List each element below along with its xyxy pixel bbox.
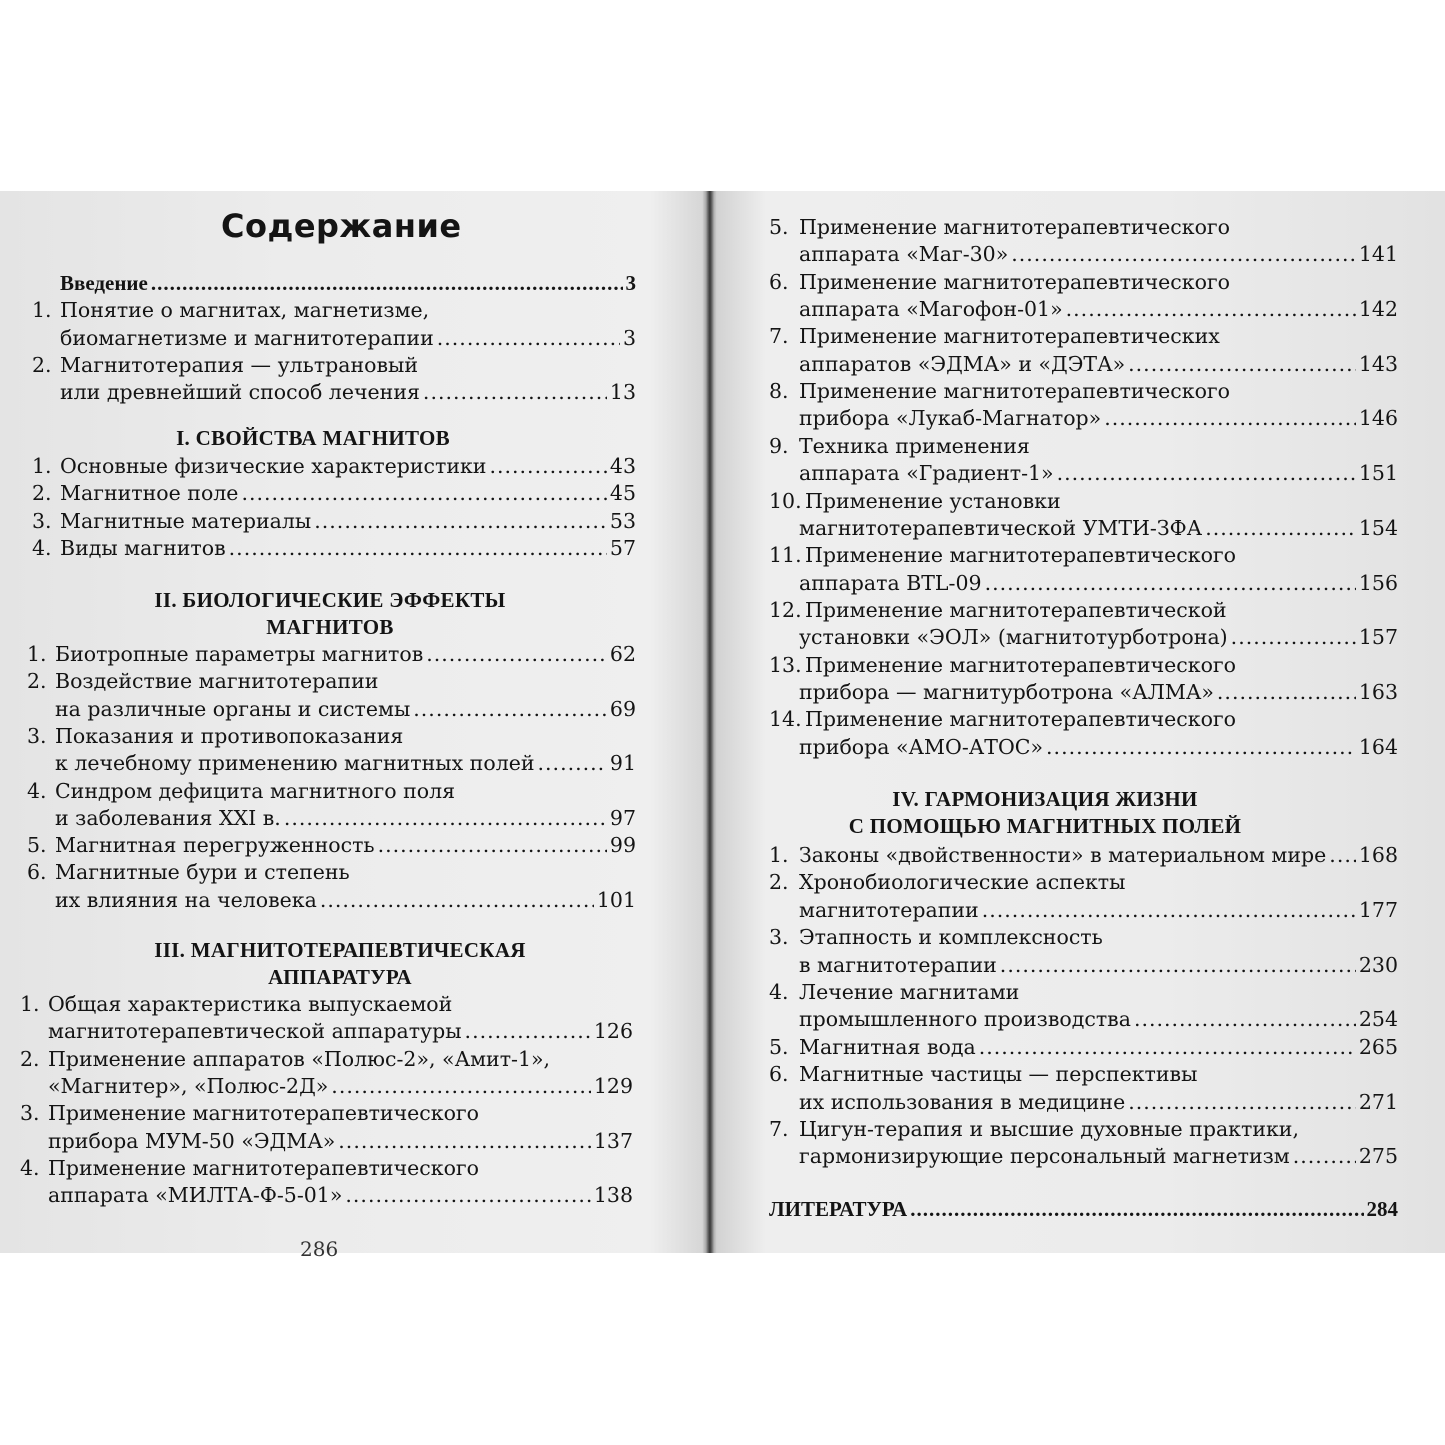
toc-entry-title: Магнитная вода	[799, 1034, 976, 1059]
dot-leader	[465, 1018, 591, 1045]
toc-entry	[769, 1196, 1398, 1223]
toc-entry-page: 137	[593, 1128, 633, 1153]
toc-entry-title: Применение магнитотерапевтической	[805, 597, 1227, 622]
toc-entry-number: 4.	[32, 535, 52, 560]
toc-entry-number: 2.	[32, 352, 52, 377]
toc-entry-title: Понятие о магнитах, магнетизме,	[60, 298, 430, 323]
toc-entry-page: 265	[1358, 1034, 1398, 1059]
toc-entry-number: 3.	[27, 723, 47, 748]
toc-entry-title: Магнитные бури и степень	[55, 860, 350, 885]
toc-entry-number: 6.	[769, 269, 789, 294]
dot-leader	[314, 508, 607, 535]
toc-entry	[27, 887, 636, 914]
toc-entry	[769, 214, 1230, 241]
toc-entry-title: Этапность и комплексность	[799, 925, 1103, 950]
toc-entry-title: Синдром дефицита магнитного поля	[55, 778, 456, 803]
toc-entry	[20, 1155, 479, 1182]
toc-entry	[769, 952, 1398, 979]
section-heading: III. МАГНИТОТЕРАПЕВТИЧЕСКАЯ	[154, 938, 526, 962]
dot-leader	[1128, 1089, 1356, 1116]
toc-entry	[769, 488, 1061, 515]
right-page	[714, 191, 1445, 1253]
toc-entry-title: Лечение магнитами	[799, 980, 1020, 1004]
dot-leader	[284, 805, 607, 832]
toc-entry-title: Применение установки	[805, 488, 1061, 513]
toc-entry-title: магнитотерапевтической аппаратуры	[48, 1019, 462, 1044]
toc-entry	[769, 296, 1398, 323]
toc-entry	[27, 859, 350, 886]
toc-entry-title: Применение магнитотерапевтического	[799, 215, 1230, 239]
toc-entry	[20, 1073, 633, 1100]
toc-entry	[769, 1061, 1197, 1088]
dot-leader	[1217, 679, 1356, 706]
toc-entry	[769, 679, 1398, 706]
toc-entry-title: аппаратов «ЭДМА» и «ДЭТА»	[799, 351, 1126, 376]
toc-entry	[32, 508, 636, 535]
toc-entry-title: аппарата «Маг-30»	[799, 242, 1009, 267]
toc-entry-number: 13.	[769, 652, 802, 677]
toc-entry-number: 7.	[769, 1117, 789, 1141]
dot-leader	[1066, 296, 1356, 323]
toc-entry-number: 3.	[20, 1101, 40, 1126]
toc-entry	[32, 379, 636, 406]
toc-entry-number: 10.	[769, 488, 802, 513]
toc-entry-title: Применение магнитотерапевтического	[799, 269, 1230, 294]
dot-leader	[979, 1034, 1356, 1061]
toc-entry	[769, 706, 1236, 733]
toc-entry-title: Хронобиологические аспекты	[799, 870, 1126, 895]
toc-entry-title: промышленного производства	[799, 1007, 1131, 1032]
toc-entry	[32, 325, 636, 352]
toc-entry-title: прибора — магнитурботрона «АЛМА»	[799, 679, 1214, 704]
toc-entry-number: 2.	[32, 481, 52, 506]
toc-entry-page: 101	[596, 887, 636, 912]
toc-entry-title: ЛИТЕРАТУРА	[769, 1197, 908, 1221]
toc-entry-page: 99	[609, 833, 636, 858]
dot-leader	[241, 480, 606, 507]
toc-entry-page: 43	[609, 454, 636, 478]
toc-entry-page: 168	[1358, 843, 1398, 867]
section-heading: АППАРАТУРА	[268, 965, 412, 989]
toc-entry	[769, 1006, 1398, 1033]
section-heading: II. БИОЛОГИЧЕСКИЕ ЭФФЕКТЫ	[154, 588, 506, 612]
toc-entry-page: 141	[1358, 242, 1398, 267]
dot-leader	[985, 570, 1356, 597]
toc-entry-page: 53	[609, 508, 636, 533]
toc-entry-number: 6.	[769, 1062, 789, 1087]
toc-entry-title: Применение магнитотерапевтического	[805, 543, 1236, 568]
dot-leader	[320, 887, 594, 914]
toc-entry-title: Виды магнитов	[60, 535, 226, 560]
toc-entry-page: 154	[1358, 515, 1398, 540]
toc-entry	[769, 1034, 1398, 1061]
toc-entry-title: установки «ЭОЛ» (магнитотурботрона)	[799, 625, 1228, 650]
toc-entry	[769, 570, 1398, 597]
dot-leader	[1128, 351, 1356, 378]
toc-entry-title: гармонизирующие персональный магнетизм	[799, 1144, 1290, 1169]
toc-entry-page: 271	[1358, 1089, 1398, 1114]
dot-leader	[1293, 1143, 1356, 1170]
toc-entry-page: 13	[609, 380, 636, 405]
toc-entry	[20, 1182, 633, 1209]
toc-entry-number: 2.	[769, 870, 789, 895]
toc-entry-page: 275	[1358, 1144, 1398, 1169]
dot-leader	[338, 1128, 591, 1155]
dot-leader	[910, 1196, 1363, 1223]
toc-entry-title: Общая характеристика выпускаемой	[48, 992, 453, 1016]
toc-entry-page: 284	[1366, 1197, 1398, 1221]
toc-entry-title: Применение магнитотерапевтического	[48, 1155, 479, 1180]
toc-entry	[769, 460, 1398, 487]
toc-entry-number: 3.	[769, 925, 789, 950]
toc-entry	[769, 979, 1019, 1006]
toc-entry	[27, 832, 636, 859]
toc-entry-title: биомагнетизме и магнитотерапии	[60, 325, 434, 350]
toc-entry-number: 3.	[32, 508, 52, 533]
toc-entry-number: 8.	[769, 379, 789, 404]
toc-entry-number: 4.	[769, 980, 789, 1004]
section-heading: МАГНИТОВ	[266, 615, 394, 639]
page-number: 286	[300, 1237, 339, 1261]
dot-leader	[1000, 952, 1356, 979]
dot-leader	[413, 696, 607, 723]
dot-leader	[1231, 624, 1356, 651]
toc-entry-page: 157	[1358, 625, 1398, 650]
toc-entry-page: 151	[1358, 461, 1398, 486]
toc-entry-page: 3	[625, 271, 636, 295]
dot-leader	[489, 453, 606, 480]
toc-entry	[769, 1089, 1398, 1116]
toc-entry	[32, 297, 429, 324]
toc-entry-title: прибора «Лукаб-Магнатор»	[799, 406, 1102, 431]
toc-entry-page: 97	[609, 805, 636, 830]
toc-entry-title: Применение магнитотерапевтических	[799, 324, 1220, 349]
toc-entry-page: 3	[622, 325, 636, 350]
dot-leader	[1057, 460, 1356, 487]
toc-entry-title: Магнитная перегруженность	[55, 833, 375, 858]
dot-leader	[151, 270, 623, 297]
toc-entry-title: Магнитотерапия — ультрановый	[60, 352, 419, 377]
toc-entry-title: Показания и противопоказания	[55, 723, 404, 748]
toc-entry-title: прибора МУМ-50 «ЭДМА»	[48, 1128, 336, 1153]
toc-entry	[20, 1128, 633, 1155]
dot-leader	[423, 379, 607, 406]
toc-entry-page: 230	[1358, 952, 1398, 977]
dot-leader	[1046, 734, 1356, 761]
toc-entry-page: 69	[609, 696, 636, 721]
toc-entry	[32, 480, 636, 507]
toc-entry	[769, 924, 1103, 951]
toc-entry	[769, 869, 1125, 896]
toc-entry-title: Применение аппаратов «Полюс-2», «Амит-1»,	[48, 1046, 551, 1071]
toc-entry-title: Применение магнитотерапевтического	[799, 379, 1230, 404]
toc-entry-number: 1.	[27, 642, 47, 666]
toc-entry-title: Законы «двойственности» в материальном мире	[799, 843, 1327, 867]
toc-entry-number: 4.	[27, 778, 47, 803]
toc-entry	[20, 991, 452, 1018]
toc-entry-number: 1.	[32, 454, 52, 478]
toc-entry-title: в магнитотерапии	[799, 952, 997, 977]
toc-entry-number: 9.	[769, 433, 789, 458]
toc-entry-page: 138	[593, 1183, 633, 1208]
toc-entry-title: Применение магнитотерапевтического	[805, 707, 1236, 732]
toc-entry-number: 5.	[769, 215, 789, 239]
toc-entry-title: магнитотерапевтической УМТИ-ЗФА	[799, 515, 1203, 540]
dot-leader	[437, 325, 620, 352]
toc-entry-title: Магнитное поле	[60, 481, 239, 506]
toc-entry-title: Основные физические характеристики	[60, 454, 487, 478]
dot-leader	[1104, 405, 1356, 432]
toc-entry-title: Применение магнитотерапевтического	[48, 1101, 479, 1126]
dot-leader	[1011, 241, 1356, 268]
dot-leader	[229, 535, 607, 562]
toc-entry-title: на различные органы и системы	[55, 696, 411, 721]
toc-entry-title: Техника применения	[799, 433, 1030, 458]
toc-entry-page: 146	[1358, 406, 1398, 431]
toc-entry-title: Биотропные параметры магнитов	[55, 642, 424, 666]
toc-entry	[769, 269, 1230, 296]
dot-leader	[1329, 842, 1356, 869]
toc-entry-title: Применение магнитотерапевтического	[805, 652, 1236, 677]
toc-entry	[27, 805, 636, 832]
dot-leader	[982, 897, 1356, 924]
toc-entry-page: 177	[1358, 897, 1398, 922]
toc-entry-page: 91	[609, 751, 636, 776]
dot-leader	[1205, 515, 1356, 542]
toc-entry-title: магнитотерапии	[799, 897, 979, 922]
toc-entry-page: 57	[609, 535, 636, 560]
toc-entry-title: Магнитные частицы — перспективы	[799, 1062, 1198, 1087]
toc-entry	[769, 323, 1220, 350]
dot-leader	[1134, 1006, 1356, 1033]
book-spread	[0, 191, 1445, 1261]
toc-entry-number: 1.	[32, 298, 52, 323]
toc-entry-number: 1.	[769, 843, 789, 867]
toc-entry-number: 2.	[20, 1046, 40, 1071]
toc-entry-title: их использования в медицине	[799, 1089, 1126, 1114]
toc-entry-title: «Магнитер», «Полюс-2Д»	[48, 1073, 329, 1098]
toc-entry	[769, 542, 1236, 569]
toc-entry	[20, 1100, 479, 1127]
toc-entry-number: 6.	[27, 860, 47, 885]
dot-leader	[331, 1073, 591, 1100]
left-page	[0, 191, 706, 1261]
toc-entry	[769, 241, 1398, 268]
toc-entry	[769, 1143, 1398, 1170]
section-heading: С ПОМОЩЬЮ МАГНИТНЫХ ПОЛЕЙ	[848, 814, 1242, 838]
toc-entry-title: аппарата «Градиент-1»	[799, 461, 1054, 486]
page-title: Содержание	[221, 207, 462, 245]
toc-entry-number: 4.	[20, 1155, 40, 1180]
toc-entry-page: 62	[609, 642, 636, 666]
toc-entry-number: 2.	[27, 669, 47, 694]
toc-entry	[769, 897, 1398, 924]
toc-entry-number: 14.	[769, 707, 802, 732]
toc-entry-title: аппарата BTL-09	[799, 570, 982, 595]
toc-entry	[769, 597, 1227, 624]
toc-entry	[32, 270, 636, 297]
toc-entry-title: Воздействие магнитотерапии	[55, 669, 379, 694]
dot-leader	[345, 1182, 590, 1209]
toc-entry-page: 126	[593, 1019, 633, 1044]
toc-entry-title: аппарата «МИЛТА-Ф-5-01»	[48, 1183, 343, 1208]
toc-entry	[769, 351, 1398, 378]
toc-entry-number: 1.	[20, 992, 40, 1016]
toc-entry-title: или древнейший способ лечения	[60, 380, 420, 405]
toc-entry-title: и заболевания XXI в.	[55, 805, 281, 830]
toc-entry-number: 12.	[769, 597, 802, 622]
toc-entry-title: Введение	[60, 271, 148, 295]
toc-entry	[27, 750, 636, 777]
toc-entry	[32, 352, 418, 379]
toc-entry-number: 7.	[769, 324, 789, 349]
toc-entry	[27, 668, 378, 695]
toc-entry	[769, 624, 1398, 651]
book-gutter	[706, 191, 714, 1253]
toc-entry-page: 156	[1358, 570, 1398, 595]
toc-entry	[27, 778, 455, 805]
dot-leader	[378, 832, 607, 859]
toc-entry-title: аппарата «Магофон-01»	[799, 297, 1063, 322]
toc-entry-title: Цигун-терапия и высшие духовные практики,	[799, 1117, 1299, 1141]
section-heading: I. СВОЙСТВА МАГНИТОВ	[176, 426, 450, 450]
toc-entry	[20, 1018, 633, 1045]
toc-entry	[769, 515, 1398, 542]
toc-entry-page: 164	[1358, 734, 1398, 759]
toc-entry-page: 163	[1358, 679, 1398, 704]
section-heading: IV. ГАРМОНИЗАЦИЯ ЖИЗНИ	[892, 787, 1198, 811]
toc-entry-title: их влияния на человека	[55, 887, 317, 912]
toc-entry-page: 254	[1358, 1007, 1398, 1032]
toc-entry	[27, 641, 636, 668]
toc-entry-number: 5.	[769, 1034, 789, 1059]
toc-entry	[769, 842, 1398, 869]
dot-leader	[426, 641, 607, 668]
toc-entry	[769, 433, 1030, 460]
toc-entry	[32, 535, 636, 562]
toc-entry	[769, 652, 1236, 679]
toc-entry	[27, 723, 403, 750]
toc-entry	[32, 453, 636, 480]
toc-entry-title: прибора «АМО-АТОС»	[799, 734, 1044, 759]
dot-leader	[538, 750, 607, 777]
toc-entry	[769, 378, 1230, 405]
toc-entry-page: 143	[1358, 351, 1398, 376]
toc-entry-number: 11.	[769, 543, 802, 568]
toc-entry	[769, 734, 1398, 761]
toc-entry-number: 5.	[27, 833, 47, 858]
toc-entry-page: 142	[1358, 297, 1398, 322]
toc-entry-title: Магнитные материалы	[60, 508, 312, 533]
toc-entry	[20, 1046, 550, 1073]
toc-entry-title: к лечебному применению магнитных полей	[55, 751, 535, 776]
toc-entry	[27, 696, 636, 723]
toc-entry	[769, 1116, 1299, 1143]
toc-entry-page: 45	[609, 481, 636, 506]
toc-entry-page: 129	[593, 1073, 633, 1098]
toc-entry	[769, 405, 1398, 432]
